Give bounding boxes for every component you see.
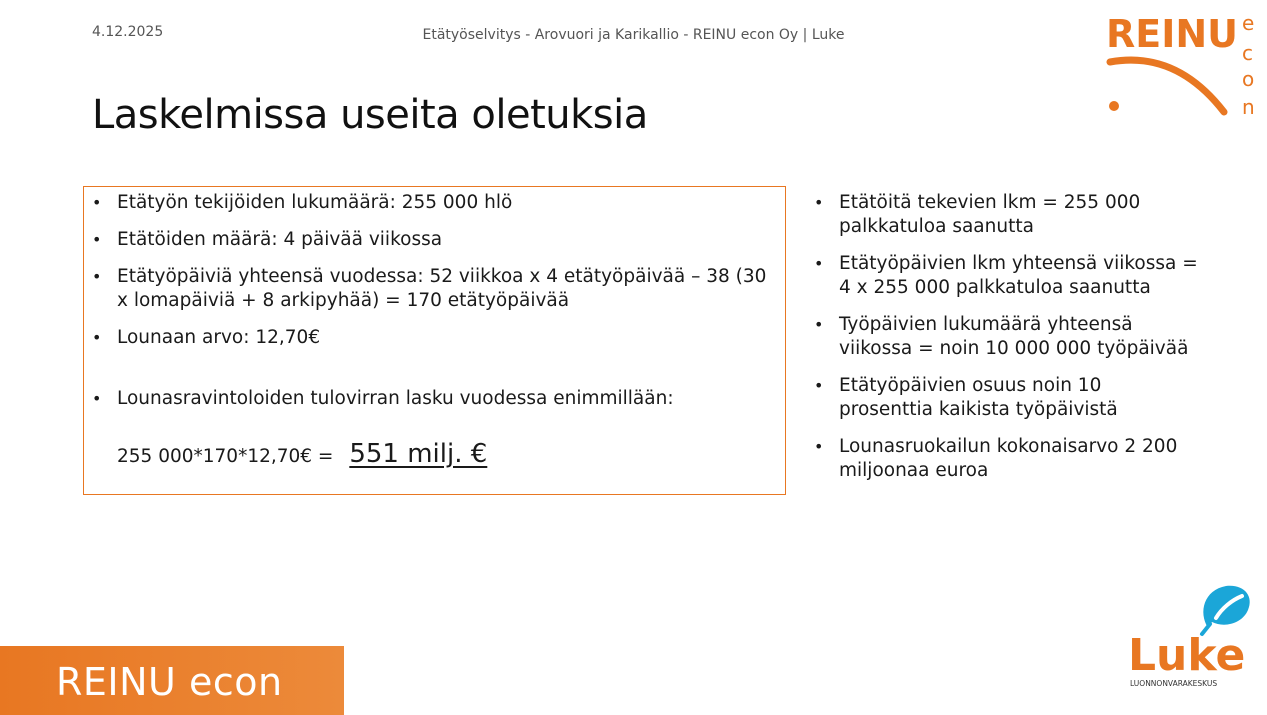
list-item: • Etätyöpäivien lkm yhteensä viikossa = 4 x 255 000 palkkatuloa saanutta — [814, 253, 1198, 298]
econ-letter-o: o — [1242, 67, 1255, 91]
luke-logo-subtitle: LUONNONVARAKESKUS — [1130, 679, 1218, 688]
reinu-logo-word: REINU — [1106, 12, 1239, 56]
slide-title: Laskelmissa useita oletuksia — [92, 92, 648, 138]
luke-logo — [1126, 582, 1256, 692]
assumptions-list — [92, 191, 777, 424]
econ-letter-e: e — [1242, 11, 1255, 35]
calculation-result: 551 milj. € — [349, 439, 488, 469]
reinu-econ-logo — [1106, 10, 1256, 125]
calculation-formula — [117, 439, 487, 472]
luke-logo-word: Luke — [1128, 630, 1246, 681]
list-item: • Lounasruokailun kokonaisarvo 2 200 miljoonaa euroa — [814, 436, 1178, 481]
econ-letter-c: c — [1242, 41, 1253, 65]
list-item: • Etätöitä tekevien lkm = 255 000 palkkatuloa saanutta — [814, 192, 1141, 237]
list-item: • Lounaan arvo: 12,70€ — [92, 327, 321, 348]
list-item: • Etätöiden määrä: 4 päivää viikossa — [92, 229, 443, 250]
slide-footer-text: Etätyöselvitys - Arovuori ja Karikallio - REINU econ Oy | Luke — [422, 27, 845, 43]
list-item: • Työpäivien lukumäärä yhteensä viikossa = noin 10 000 000 työpäivää — [814, 314, 1189, 359]
banner-text: REINU econ — [56, 660, 283, 704]
list-item: • Etätyöpäiviä yhteensä vuodessa: 52 viikkoa x 4 etätyöpäivää – 38 (30 x lomapäiviä + 8 arkipyhää) = 170 etätyöpäivää — [92, 266, 767, 311]
slide-date: 4.12.2025 — [92, 24, 164, 40]
list-item: • Lounasravintoloiden tulovirran lasku vuodessa enimmillään: — [92, 388, 674, 409]
list-item: • Etätyön tekijöiden lukumäärä: 255 000 hlö — [92, 192, 513, 213]
reinu-econ-banner — [0, 646, 344, 715]
econ-letter-n: n — [1242, 95, 1255, 119]
formula-text: 255 000*170*12,70€ = — [117, 446, 334, 467]
list-item: • Etätyöpäivien osuus noin 10 prosenttia kaikista työpäivistä — [814, 375, 1118, 420]
facts-list — [814, 191, 1199, 496]
